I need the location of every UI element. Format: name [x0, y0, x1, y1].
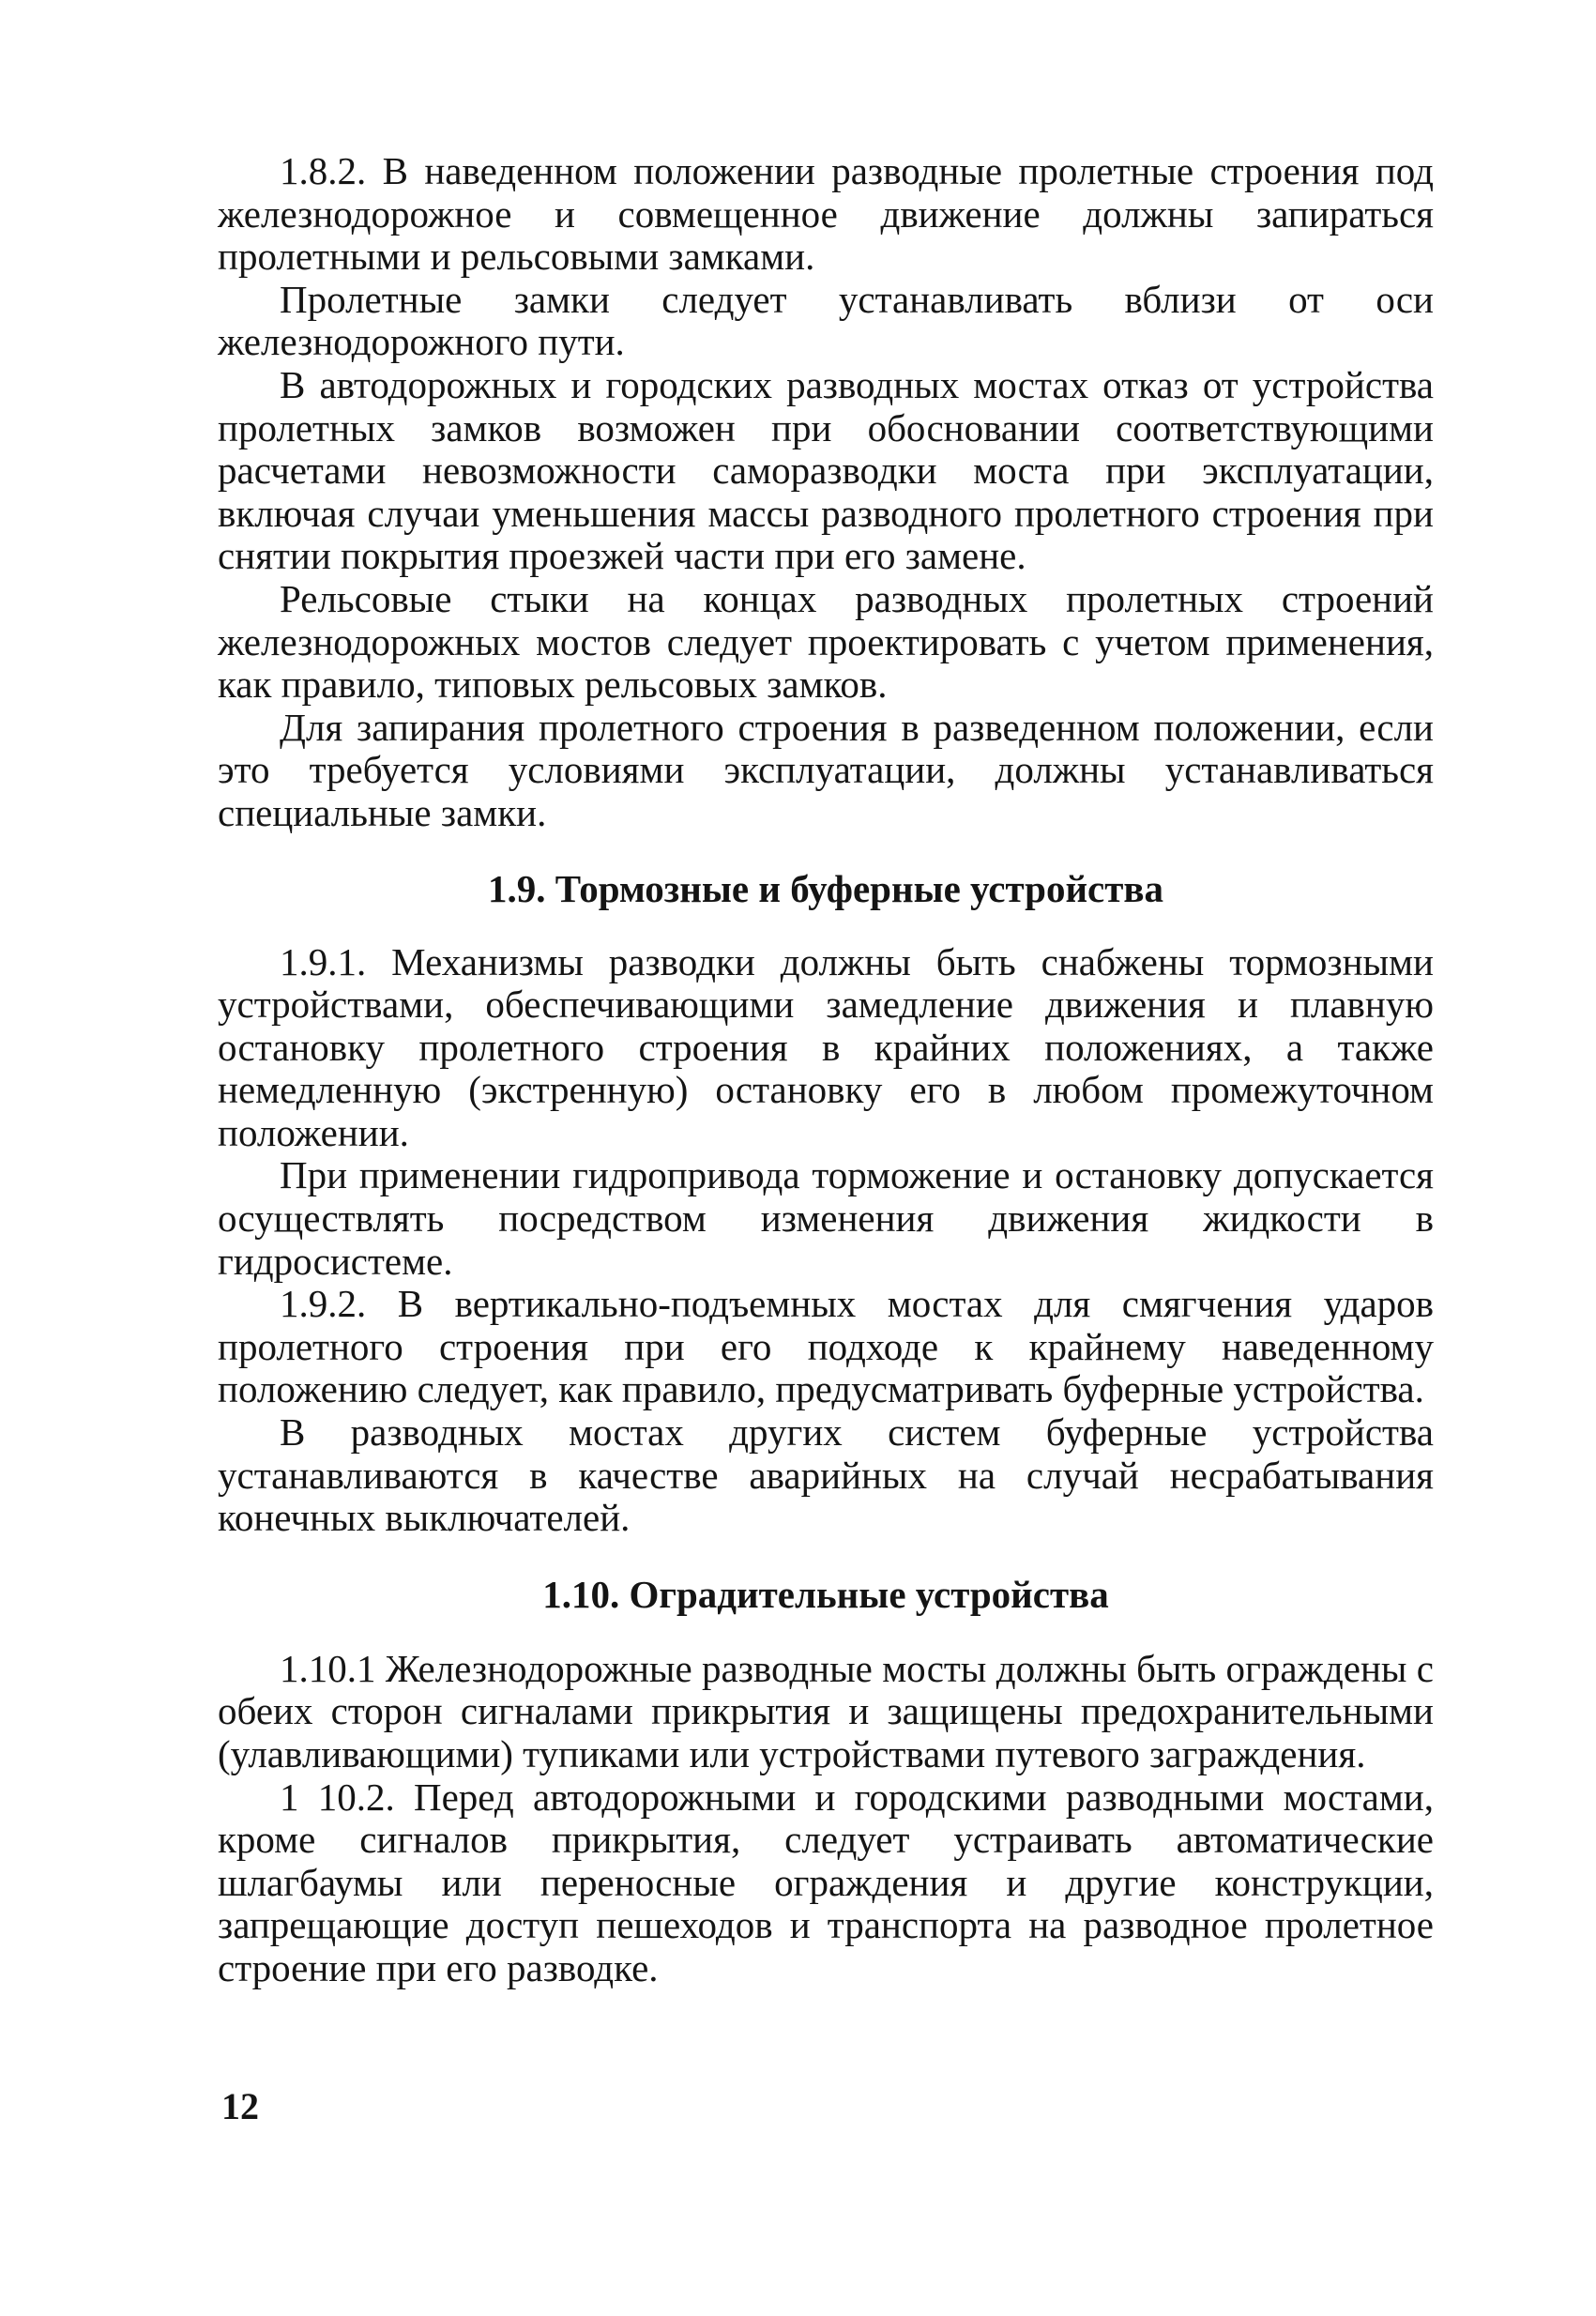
paragraph-1-8-2: 1.8.2. В наведенном положении разводные пролетные строения под железнодорожное и совмещенное движение должны запираться пролетными и рельсовыми замками. — [218, 149, 1434, 279]
paragraph-1-10-1: 1.10.1 Железнодорожные разводные мосты должны быть ограждены с обеих сторон сигналами прикрытия и защищены предохранительными (улавливающими) тупиками или устройствами путевого заграждения. — [218, 1646, 1434, 1775]
text-column — [218, 150, 1434, 1990]
paragraph-span-locks: Пролетные замки следует устанавливать вблизи от оси железнодорожного пути. — [218, 277, 1434, 364]
paragraph-road-bridges: В автодорожных и городских разводных мостах отказ от устройства пролетных замков возможен при обосновании соответствующими расчетами невозможности самоpазводки моста при эксплуатации, включая случаи уменьшения массы разводного пролетного строения при снятии покрытия проезжей части при его замене. — [218, 362, 1434, 578]
paragraph-rail-joints: Рельсовые стыки на концах разводных пролетных строений железнодорожных мостов следует проектировать с учетом применения, как правило, типовых рельсовых замков. — [218, 576, 1434, 707]
section-heading-1-10: 1.10. Оградительные устройства — [542, 1572, 1109, 1616]
section-heading-1-9: 1.9. Тормозные и буферные устройства — [487, 866, 1164, 910]
paragraph-1-10-2: 1 10.2. Перед автодорожными и городскими разводными мостами, кроме сигналов прикрытия, следует устраивать автоматические шлагбаумы или переносные ограждения и другие конструкции, запрещающие доступ пешеходов и транспорта на разводное пролетное строение при его разводке. — [218, 1775, 1434, 1989]
paragraph-1-9-1: 1.9.1. Механизмы разводки должны быть снабжены тормозными устройствами, обеспечивающими замедление движения и плавную остановку пролетного строения в крайних положениях, а также немедленную (экстренную) остановку его в любом промежуточном положении. — [218, 939, 1434, 1154]
paragraph-hydraulic-drive: При применении гидропривода торможение и остановку допускается осуществлять посредством изменения движения жидкости в гидросистеме. — [218, 1153, 1434, 1283]
paragraph-other-systems: В разводных мостах других систем буферные устройства устанавливаются в качестве аварийных на случай несрабатывания конечных выключателей. — [218, 1410, 1434, 1540]
page-number: 12 — [221, 2085, 259, 2127]
paragraph-1-9-2: 1.9.2. В вертикально-подъемных мостах для смягчения ударов пролетного строения при его подходе к крайнему наведенному положению следует, как правило, предусматривать буферные устройства. — [218, 1282, 1434, 1411]
paragraph-special-locks: Для запирания пролетного строения в разведенном положении, если это требуется условиями эксплуатации, должны устанавливаться специальные замки. — [218, 705, 1434, 834]
